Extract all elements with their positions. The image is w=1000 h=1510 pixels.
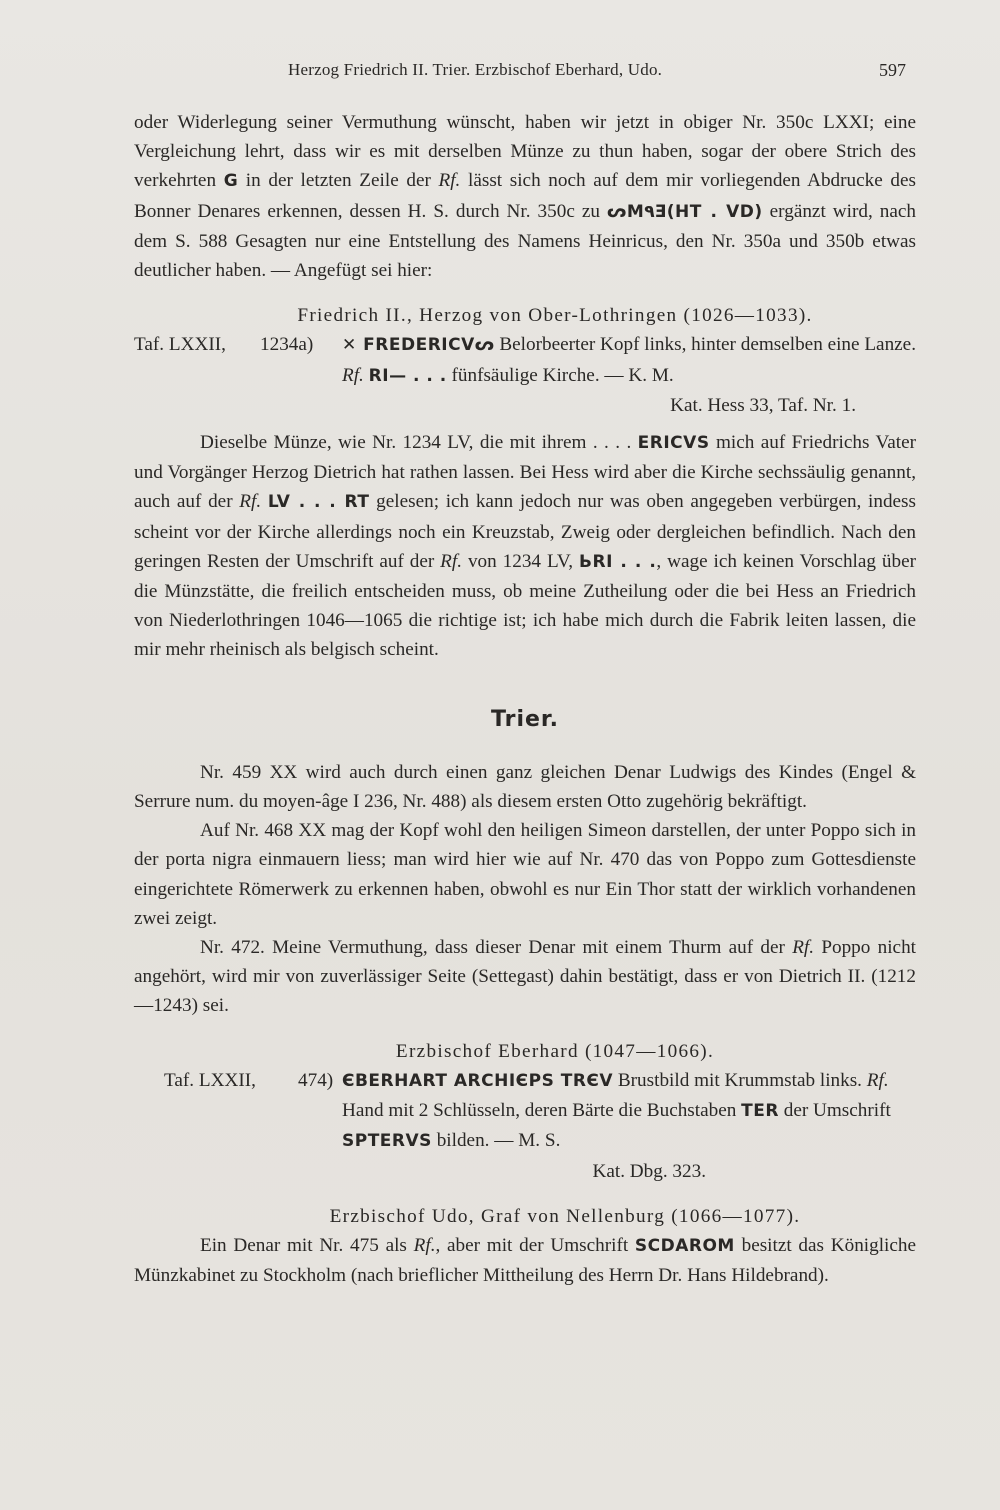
page-body [134, 108, 916, 1290]
entry-number: 1234a) [260, 334, 314, 356]
coin-legend: ΤER [741, 1101, 779, 1122]
text-run: ergänzt wird, nach dem S. 588 Gesagten nur eine Entstellung des Namens Heinricus, den Nr. 350a und 350b etwas deutlicher haben. — Angefügt sei hier: [134, 200, 916, 282]
reverse-abbrev: Rf. [866, 1069, 889, 1091]
text-run: Belorbeerter Kopf links, hinter demselben eine Lanze. [494, 334, 916, 356]
text-run: Hand mit 2 Schlüsseln, deren Bärte die Buchstaben [342, 1100, 742, 1122]
text-run: gelesen; ich kann jedoch nur was oben angegeben verbürgen, indess scheint vor der Kirche allerdings noch ein Kreuzstab, Zweig oder dergleichen befindlich. Nach den geringen Resten der Umschrift auf der [134, 491, 916, 572]
coin-legend: SPΤERVS [342, 1131, 432, 1152]
paragraph-nr472 [134, 933, 916, 1021]
coin-legend: RI— . . . [368, 365, 447, 386]
text-run: , wage ich keinen Vorschlag über die Münzstätte, die freilich entscheiden muss, ob meine Zutheilung oder die bei Hess an Friedrich von Niederlothringen 1046—1065 die richtige ist; ich habe mich durch die Fabrik leiten lassen, die mir mehr rheinisch als belgisch scheint. [134, 550, 916, 661]
text-run: Ein Denar mit Nr. 475 als [200, 1234, 414, 1256]
subheading-eberhard: Erzbischof Eberhard (1047—1066). [395, 1040, 715, 1062]
plate-ref: Taf. LXXII, [164, 1069, 256, 1091]
text-run [261, 491, 268, 512]
text-run: oder Widerlegung seiner Vermuthung wünscht, haben wir jetzt in obiger Nr. 350c LXXI; eine Vergleichung lehrt, dass wir es mit derselben Münze zu thun haben, sogar der obere Strich des verkehrten [134, 112, 916, 192]
page-number: 597 [879, 60, 906, 80]
reverse-abbrev: Rf. [440, 550, 463, 572]
legend-letter: G [223, 171, 239, 192]
section-title-trier: Trier. [491, 706, 559, 732]
entry-label [134, 330, 342, 359]
paragraph-udo [134, 1231, 916, 1290]
text-run: Nr. 472. Meine Vermuthung, dass dieser Denar mit einem Thurm auf der [200, 937, 793, 959]
entry-number: 474) [298, 1069, 334, 1091]
text-run: lässt sich noch auf dem mir vorliegenden Abdrucke des Bonner Denares erkennen, dessen H. S. durch Nr. 350c zu [134, 170, 916, 222]
paragraph-dieselbe [134, 428, 916, 665]
coin-legend: ERICVS [637, 433, 710, 454]
entry-description [342, 1066, 916, 1157]
catalog-entry-474 [134, 1066, 916, 1186]
coin-legend: ЄBERHART ARCHIЄPS TRЄV [342, 1070, 614, 1091]
text-run: bilden. — M. S. [431, 1130, 561, 1152]
coin-legend: ЬRI . . . [579, 551, 657, 572]
reverse-abbrev: Rf. [342, 364, 364, 386]
entry-label [134, 1066, 342, 1095]
entry-description [342, 330, 916, 390]
paragraph-nr459: Nr. 459 XX wird auch durch einen ganz gleichen Denar Ludwigs des Kindes (Engel & Serrure num. du moyen-âge I 236, Nr. 488) als diesem ersten Otto zugehörig bekräftigt. [134, 761, 916, 813]
running-title: Herzog Friedrich II. Trier. Erzbischof Eberhard, Udo. [288, 60, 663, 79]
reverse-abbrev: Rf. [239, 491, 262, 513]
paragraph-continuation [134, 108, 916, 285]
coin-legend: LV . . . RT [267, 492, 370, 513]
paragraph-nr468: Auf Nr. 468 XX mag der Kopf wohl den heiligen Simeon darstellen, der unter Poppo sich in der porta nigra einmauern liess; man wird hier wie auf Nr. 470 das von Poppo zum Gottesdienste eingerichtete Römerwerk zu erkennen haben, obwohl es nur Ein Thor statt der wirklich vorhandenen zwei zeigt. [134, 820, 916, 929]
text-run: in der letzten Zeile der [238, 170, 439, 192]
coin-legend: SCDAROM [634, 1235, 735, 1256]
text-run: Poppo nicht angehört, wird mir von zuverlässiger Seite (Settegast) dahin bestätigt, dass er von Dietrich II. (1212—1243) sei. [134, 937, 916, 1017]
text-run: Brustbild mit Krummstab links. [613, 1069, 867, 1091]
reverse-abbrev: Rf. [438, 170, 461, 192]
text-run: Dieselbe Münze, wie Nr. 1234 LV, die mit ihrem . . . . [200, 432, 638, 454]
text-run: der Umschrift [778, 1100, 891, 1122]
text-run: von 1234 LV, [462, 550, 580, 572]
subheading-udo: Erzbischof Udo, Graf von Nellenburg (1066—1077). [329, 1205, 801, 1227]
text-run: , aber mit der Umschrift [435, 1234, 635, 1256]
catalog-reference: Kat. Dbg. 323. [592, 1160, 706, 1182]
text-run: besitzt das Königliche Münzkabinet zu Stockholm (nach brieflicher Mittheilung des Herrn Dr. Hans Hildebrand). [134, 1234, 917, 1287]
coin-legend: ᔕM٩Ǝ(HT . VD) [607, 201, 763, 222]
coin-legend: ✕ FREDERICVᔕ [342, 335, 495, 356]
reverse-abbrev: Rf. [413, 1234, 436, 1256]
catalog-reference: Kat. Hess 33, Taf. Nr. 1. [670, 394, 856, 416]
reverse-abbrev: Rf. [792, 937, 815, 959]
catalog-entry-1234a [134, 330, 916, 420]
subheading-friedrich: Friedrich II., Herzog von Ober-Lothringen (1026—1033). [297, 305, 813, 327]
text-run: fünfsäulige Kirche. — K. M. [446, 364, 674, 386]
text-run: mich auf Friedrichs Vater und Vorgänger Herzog Dietrich hat rathen lassen. Bei Hess wird aber die Kirche sechssäulig genannt, auch auf der [134, 432, 916, 513]
plate-ref: Taf. LXXII, [134, 334, 226, 356]
